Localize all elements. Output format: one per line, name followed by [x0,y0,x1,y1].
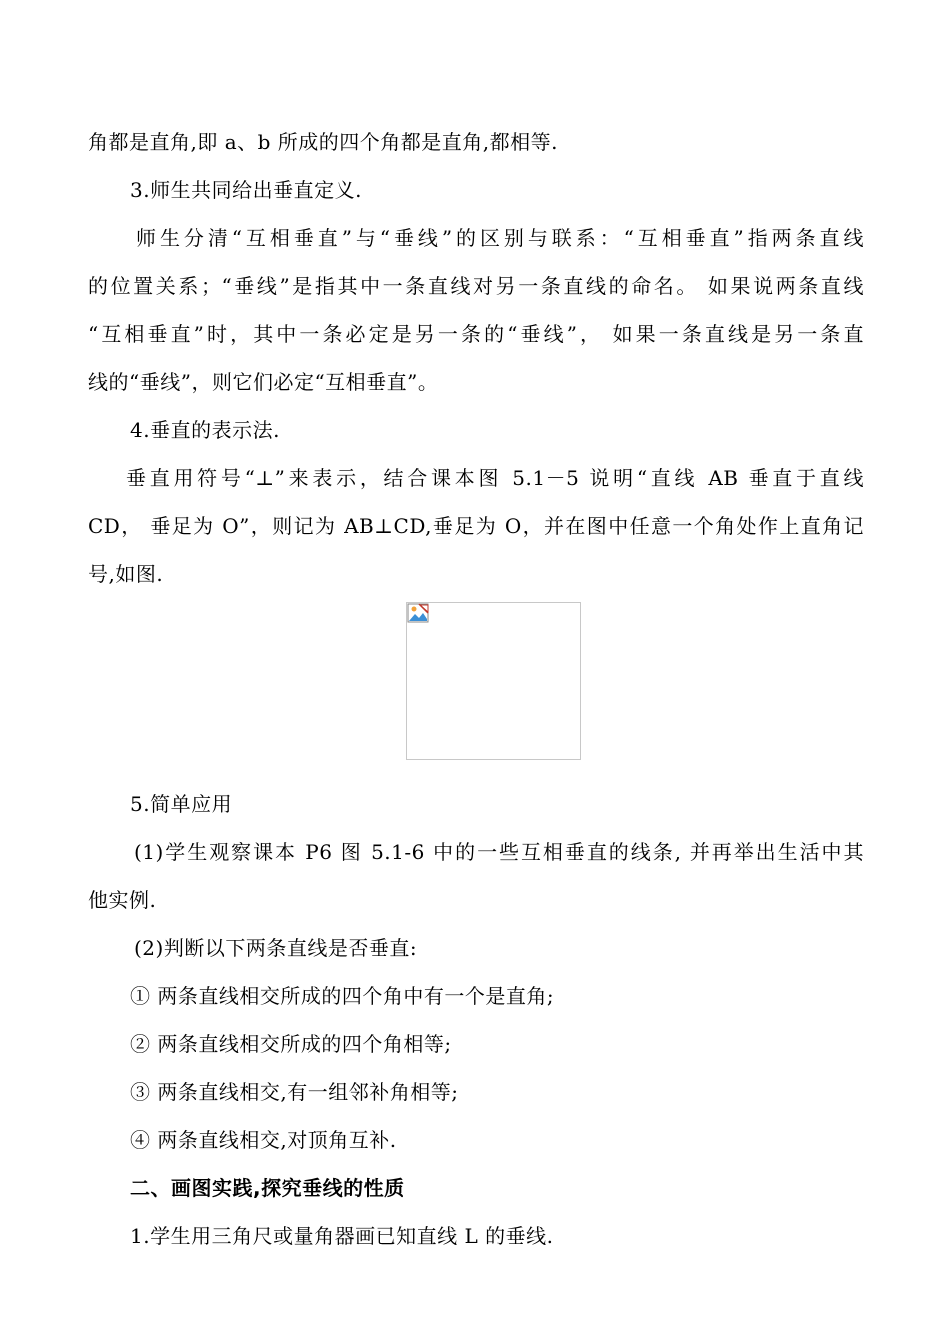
paragraph-distinction-line-3: “互相垂直”时，其中一条必定是另一条的“垂线”， 如果一条直线是另一条直 [88,322,864,346]
list-item-4: ④ 两条直线相交,对顶角互补. [130,1128,397,1152]
list-item-2: ② 两条直线相交所成的四个角相等; [130,1032,452,1056]
figure-container [88,598,864,780]
paragraph-notation-line-2: CD， 垂足为 O”，则记为 AB⊥CD,垂足为 O，并在图中任意一个角处作上直角记 [88,514,864,538]
paragraph-distinction-line-4: 线的“垂线”，则它们必定“互相垂直”。 [88,370,439,394]
paragraph-application-heading: 5.简单应用 [130,792,233,816]
paragraph-distinction-line-2: 的位置关系；“垂线”是指其中一条直线对另一条直线的命名。 如果说两条直线 [88,274,864,298]
paragraph-notation-line-1: 垂直用符号“⊥”来表示，结合课本图 5.1－5 说明“直线 AB 垂直于直线 [126,466,864,490]
paragraph-definition: 3.师生共同给出垂直定义. [130,178,362,202]
paragraph-notation-heading: 4.垂直的表示法. [130,418,280,442]
document-page [88,118,864,1260]
paragraph-judge-heading: (2)判断以下两条直线是否垂直: [134,936,418,960]
paragraph-right-angles: 角都是直角,即 a、b 所成的四个角都是直角,都相等. [88,130,559,154]
paragraph-observe-line-1: (1)学生观察课本 P6 图 5.1-6 中的一些互相垂直的线条, 并再举出生活中其 [134,840,864,864]
broken-image-icon [407,603,429,623]
section-heading: 二、画图实践,探究垂线的性质 [130,1176,405,1200]
paragraph-notation-line-3: 号,如图. [88,562,164,586]
list-item-3: ③ 两条直线相交,有一组邻补角相等; [130,1080,459,1104]
list-item-1: ① 两条直线相交所成的四个角中有一个是直角; [130,984,555,1008]
paragraph-observe-line-2: 他实例. [88,888,157,912]
paragraph-draw-perpendicular: 1.学生用三角尺或量角器画已知直线 L 的垂线. [130,1224,554,1248]
figure-image-placeholder [406,602,581,760]
paragraph-distinction-line-1: 师生分清“互相垂直”与“垂线”的区别与联系：“互相垂直”指两条直线 [136,226,864,250]
